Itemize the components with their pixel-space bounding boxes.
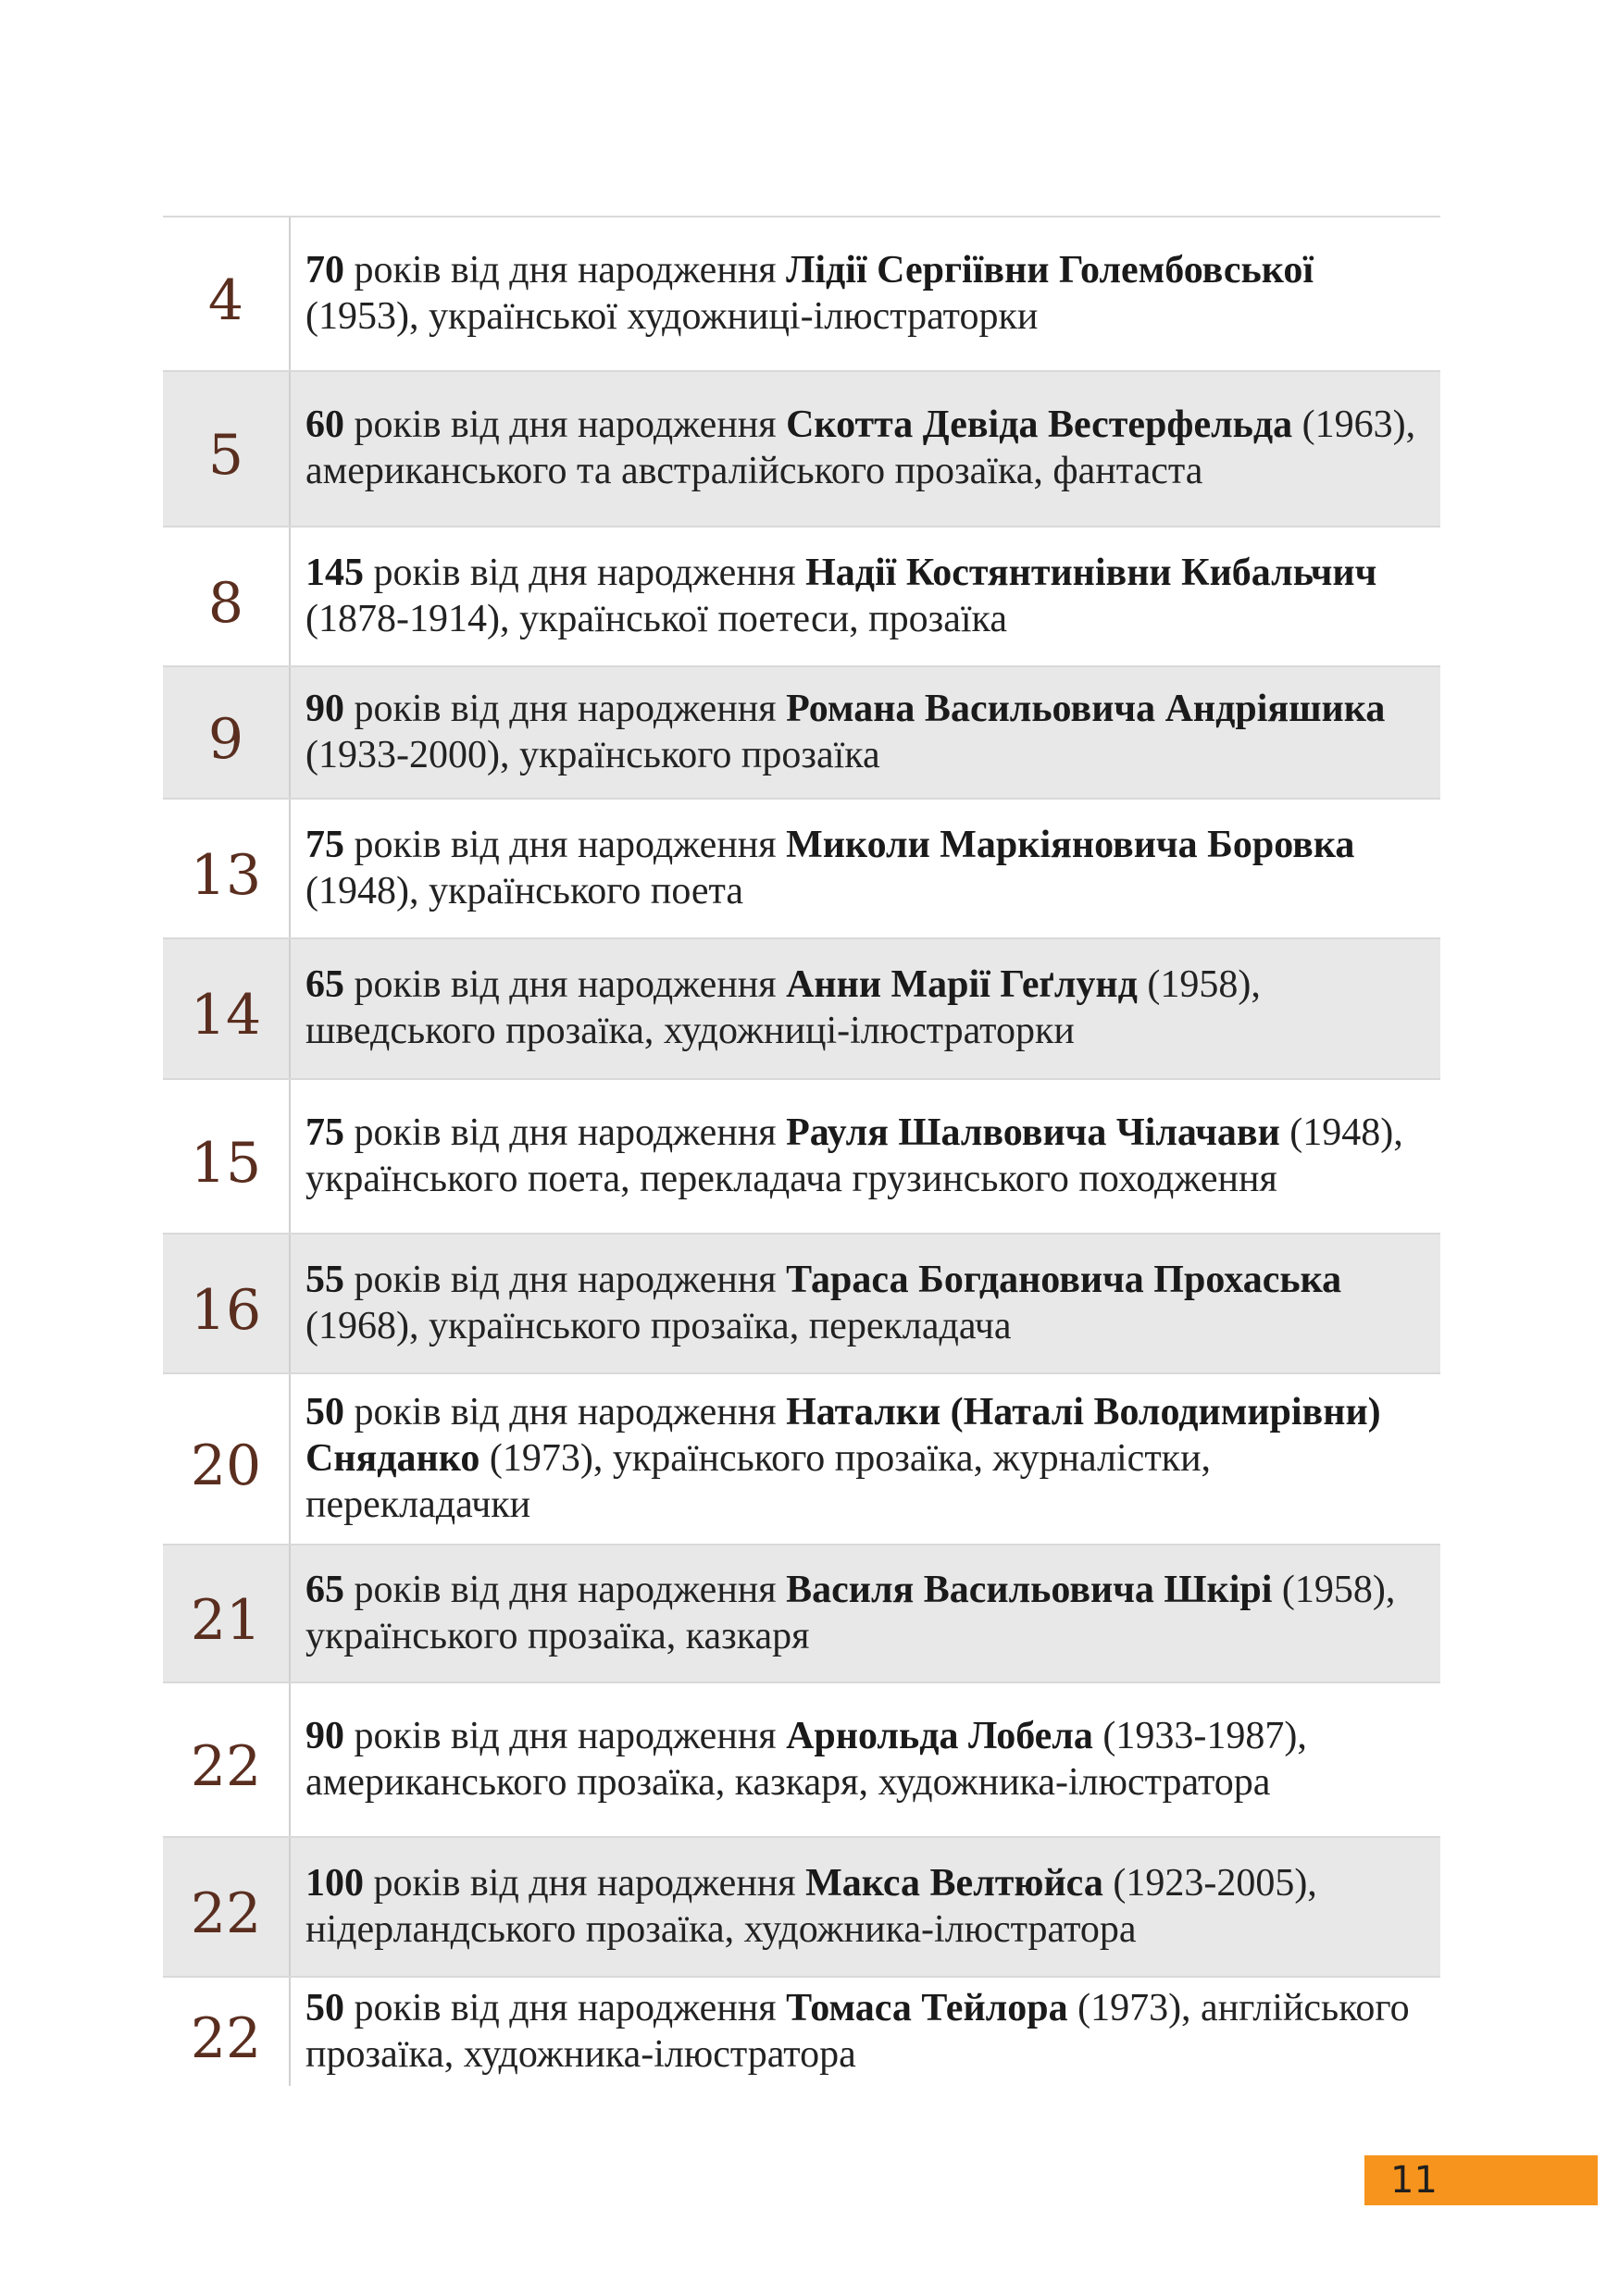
person-name: Скотта Девіда Вестерфельда <box>786 403 1293 446</box>
anniversary-entry <box>291 217 1440 370</box>
years-count: 145 <box>305 551 364 594</box>
table-row <box>163 1545 1440 1683</box>
years-count: 100 <box>305 1861 364 1905</box>
person-details: (1968), українського прозаїка, перекладача <box>305 1304 1012 1347</box>
years-count: 70 <box>305 248 344 292</box>
table-row <box>163 1080 1440 1235</box>
table-row <box>163 800 1440 939</box>
person-details: (1948), українського поета <box>305 869 744 912</box>
table-row <box>163 939 1440 1080</box>
day-number: 9 <box>163 667 291 798</box>
person-details: (1878-1914), української поетеси, прозаїка <box>305 597 1007 640</box>
anniversary-entry <box>291 1978 1440 2086</box>
anniversary-entry <box>291 527 1440 665</box>
person-name: Рауля Шалвовича Чілачави <box>786 1111 1280 1154</box>
phrase-text: років від дня народження <box>373 1861 796 1905</box>
person-details: (1948), українського поета, перекладача грузинського походження <box>305 1111 1403 1200</box>
day-number: 22 <box>163 1683 291 1836</box>
day-number: 15 <box>163 1080 291 1233</box>
day-number: 21 <box>163 1545 291 1682</box>
day-number: 13 <box>163 800 291 937</box>
phrase-text: років від дня народження <box>354 1986 777 2029</box>
table-row <box>163 217 1440 372</box>
years-count: 75 <box>305 823 344 866</box>
person-name: Наталки (Наталі Володимирівни) Сняданко <box>305 1390 1381 1480</box>
day-number: 8 <box>163 527 291 665</box>
person-name: Миколи Маркіяновича Боровка <box>786 823 1355 866</box>
page-number: 11 <box>1364 2155 1598 2205</box>
anniversary-entry <box>291 939 1440 1078</box>
table-row <box>163 1683 1440 1838</box>
person-details: (1953), української художниці-ілюстраторки <box>305 294 1039 338</box>
anniversary-entry <box>291 1683 1440 1836</box>
person-name: Арнольда Лобела <box>786 1714 1093 1757</box>
years-count: 55 <box>305 1258 344 1301</box>
years-count: 60 <box>305 403 344 446</box>
person-name: Анни Марії Геґлунд <box>786 963 1138 1006</box>
phrase-text: років від дня народження <box>354 1714 777 1757</box>
person-name: Тараса Богдановича Прохаська <box>786 1258 1342 1301</box>
years-count: 50 <box>305 1390 344 1433</box>
years-count: 50 <box>305 1986 344 2029</box>
phrase-text: років від дня народження <box>354 403 777 446</box>
table-row <box>163 1838 1440 1978</box>
phrase-text: років від дня народження <box>354 1568 777 1611</box>
person-name: Василя Васильовича Шкірі <box>786 1568 1273 1611</box>
day-number: 4 <box>163 217 291 370</box>
years-count: 65 <box>305 1568 344 1611</box>
years-count: 90 <box>305 1714 344 1757</box>
person-details: (1963), американського та австралійського прозаїка, фантаста <box>305 403 1416 492</box>
table-row <box>163 527 1440 667</box>
person-details: (1958), шведського прозаїка, художниці-ілюстраторки <box>305 963 1261 1052</box>
anniversary-entry <box>291 372 1440 526</box>
anniversary-entry <box>291 800 1440 937</box>
person-details: (1973), англійського прозаїка, художника-ілюстратора <box>305 1986 1410 2076</box>
table-row <box>163 1978 1440 2086</box>
years-count: 75 <box>305 1111 344 1154</box>
table-row <box>163 667 1440 800</box>
day-number: 22 <box>163 1978 291 2086</box>
phrase-text: років від дня народження <box>354 248 777 292</box>
phrase-text: років від дня народження <box>354 823 777 866</box>
person-name: Романа Васильовича Андріяшика <box>786 687 1386 730</box>
table-row <box>163 1374 1440 1545</box>
years-count: 65 <box>305 963 344 1006</box>
phrase-text: років від дня народження <box>354 1111 777 1154</box>
person-details: (1933-2000), українського прозаїка <box>305 733 880 776</box>
anniversary-entry <box>291 1235 1440 1372</box>
anniversary-calendar-table <box>163 216 1440 2086</box>
person-name: Лідії Сергіївни Голембовської <box>786 248 1314 292</box>
years-count: 90 <box>305 687 344 730</box>
phrase-text: років від дня народження <box>354 963 777 1006</box>
person-details: (1923-2005), нідерландського прозаїка, художника-ілюстратора <box>305 1861 1317 1951</box>
table-row <box>163 1235 1440 1374</box>
table-row <box>163 372 1440 527</box>
day-number: 5 <box>163 372 291 526</box>
anniversary-entry <box>291 1080 1440 1233</box>
day-number: 14 <box>163 939 291 1078</box>
person-name: Макса Велтюйса <box>805 1861 1103 1905</box>
anniversary-entry <box>291 667 1440 798</box>
anniversary-entry <box>291 1545 1440 1682</box>
anniversary-entry <box>291 1838 1440 1976</box>
phrase-text: років від дня народження <box>354 687 777 730</box>
phrase-text: років від дня народження <box>354 1390 777 1433</box>
phrase-text: років від дня народження <box>354 1258 777 1301</box>
day-number: 22 <box>163 1838 291 1976</box>
person-name: Надії Костянтинівни Кибальчич <box>805 551 1377 594</box>
anniversary-entry <box>291 1374 1440 1544</box>
day-number: 20 <box>163 1374 291 1544</box>
person-details: (1973), українського прозаїка, журналістки, перекладачки <box>305 1436 1212 1526</box>
phrase-text: років від дня народження <box>373 551 796 594</box>
person-details: (1933-1987), американського прозаїка, казкаря, художника-ілюстратора <box>305 1714 1307 1804</box>
person-details: (1958), українського прозаїка, казкаря <box>305 1568 1396 1657</box>
person-name: Томаса Тейлора <box>786 1986 1068 2029</box>
day-number: 16 <box>163 1235 291 1372</box>
